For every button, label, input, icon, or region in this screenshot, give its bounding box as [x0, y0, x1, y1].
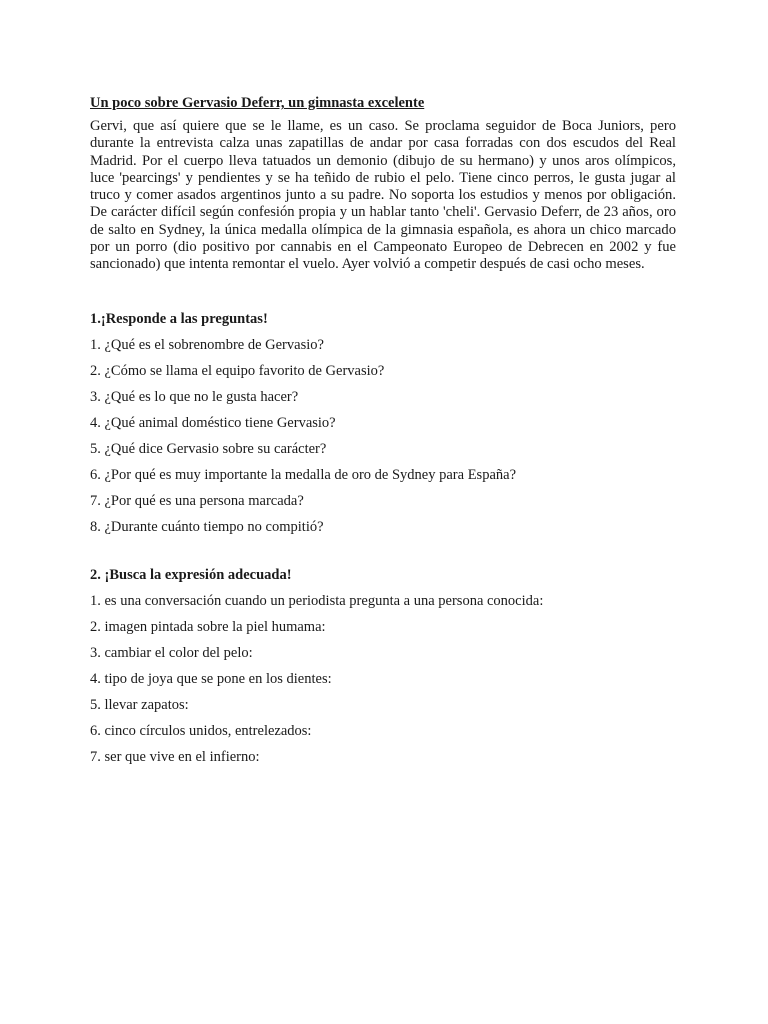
document-page — [90, 94, 676, 774]
question-item: 6. ¿Por qué es muy importante la medalla de oro de Sydney para España? — [90, 466, 517, 483]
intro-paragraph: Gervi, que así quiere que se le llame, es un caso. Se proclama seguidor de Boca Juniors, pero durante la entrevista calza unas zapatillas de andar por casa forradas con dos escudos del Real Madrid. Por el cuerpo lleva tatuados un demonio (dibujo de su hermano) y unos aros olímpicos, luce 'pearcings' y pendientes y se ha teñido de rubio el pelo. Tiene cinco perros, le gusta jugar al truco y comer asados argentinos junto a su padre. No soporta los estudios y menos por obligación. De carácter difícil según confesión propia y un hablar tanto 'cheli'. Gervasio Deferr, de 23 años, oro de salto en Sydney, la única medalla olímpica de la gimnasia española, es ahora un chico marcado por un porro (dio positivo por cannabis en el Campeonato Europeo de Debrecen en 2002 y fue sancionado) que intenta remontar el vuelo. Ayer volvió a competir después de casi ocho meses. — [90, 118, 676, 273]
expression-item: 3. cambiar el color del pelo: — [90, 644, 253, 661]
question-item: 7. ¿Por qué es una persona marcada? — [90, 492, 304, 509]
section1-heading: 1.¡Responde a las preguntas! — [90, 310, 268, 327]
question-item: 5. ¿Qué dice Gervasio sobre su carácter? — [90, 440, 327, 457]
section2-heading: 2. ¡Busca la expresión adecuada! — [90, 566, 292, 583]
expression-item: 6. cinco círculos unidos, entrelezados: — [90, 722, 312, 739]
expression-item: 5. llevar zapatos: — [90, 696, 189, 713]
question-item: 4. ¿Qué animal doméstico tiene Gervasio? — [90, 414, 336, 431]
expression-item: 7. ser que vive en el infierno: — [90, 748, 260, 765]
expression-item: 2. imagen pintada sobre la piel humama: — [90, 618, 326, 635]
document-title: Un poco sobre Gervasio Deferr, un gimnasta excelente — [90, 95, 425, 111]
question-item: 1. ¿Qué es el sobrenombre de Gervasio? — [90, 336, 324, 353]
question-item: 2. ¿Cómo se llama el equipo favorito de Gervasio? — [90, 362, 385, 379]
section2-expression-list — [90, 592, 676, 766]
expression-item: 4. tipo de joya que se pone en los dientes: — [90, 670, 332, 687]
expression-item: 1. es una conversación cuando un periodista pregunta a una persona conocida: — [90, 592, 544, 609]
section1-question-list — [90, 336, 676, 536]
question-item: 3. ¿Qué es lo que no le gusta hacer? — [90, 388, 299, 405]
question-item: 8. ¿Durante cuánto tiempo no compitió? — [90, 518, 324, 535]
